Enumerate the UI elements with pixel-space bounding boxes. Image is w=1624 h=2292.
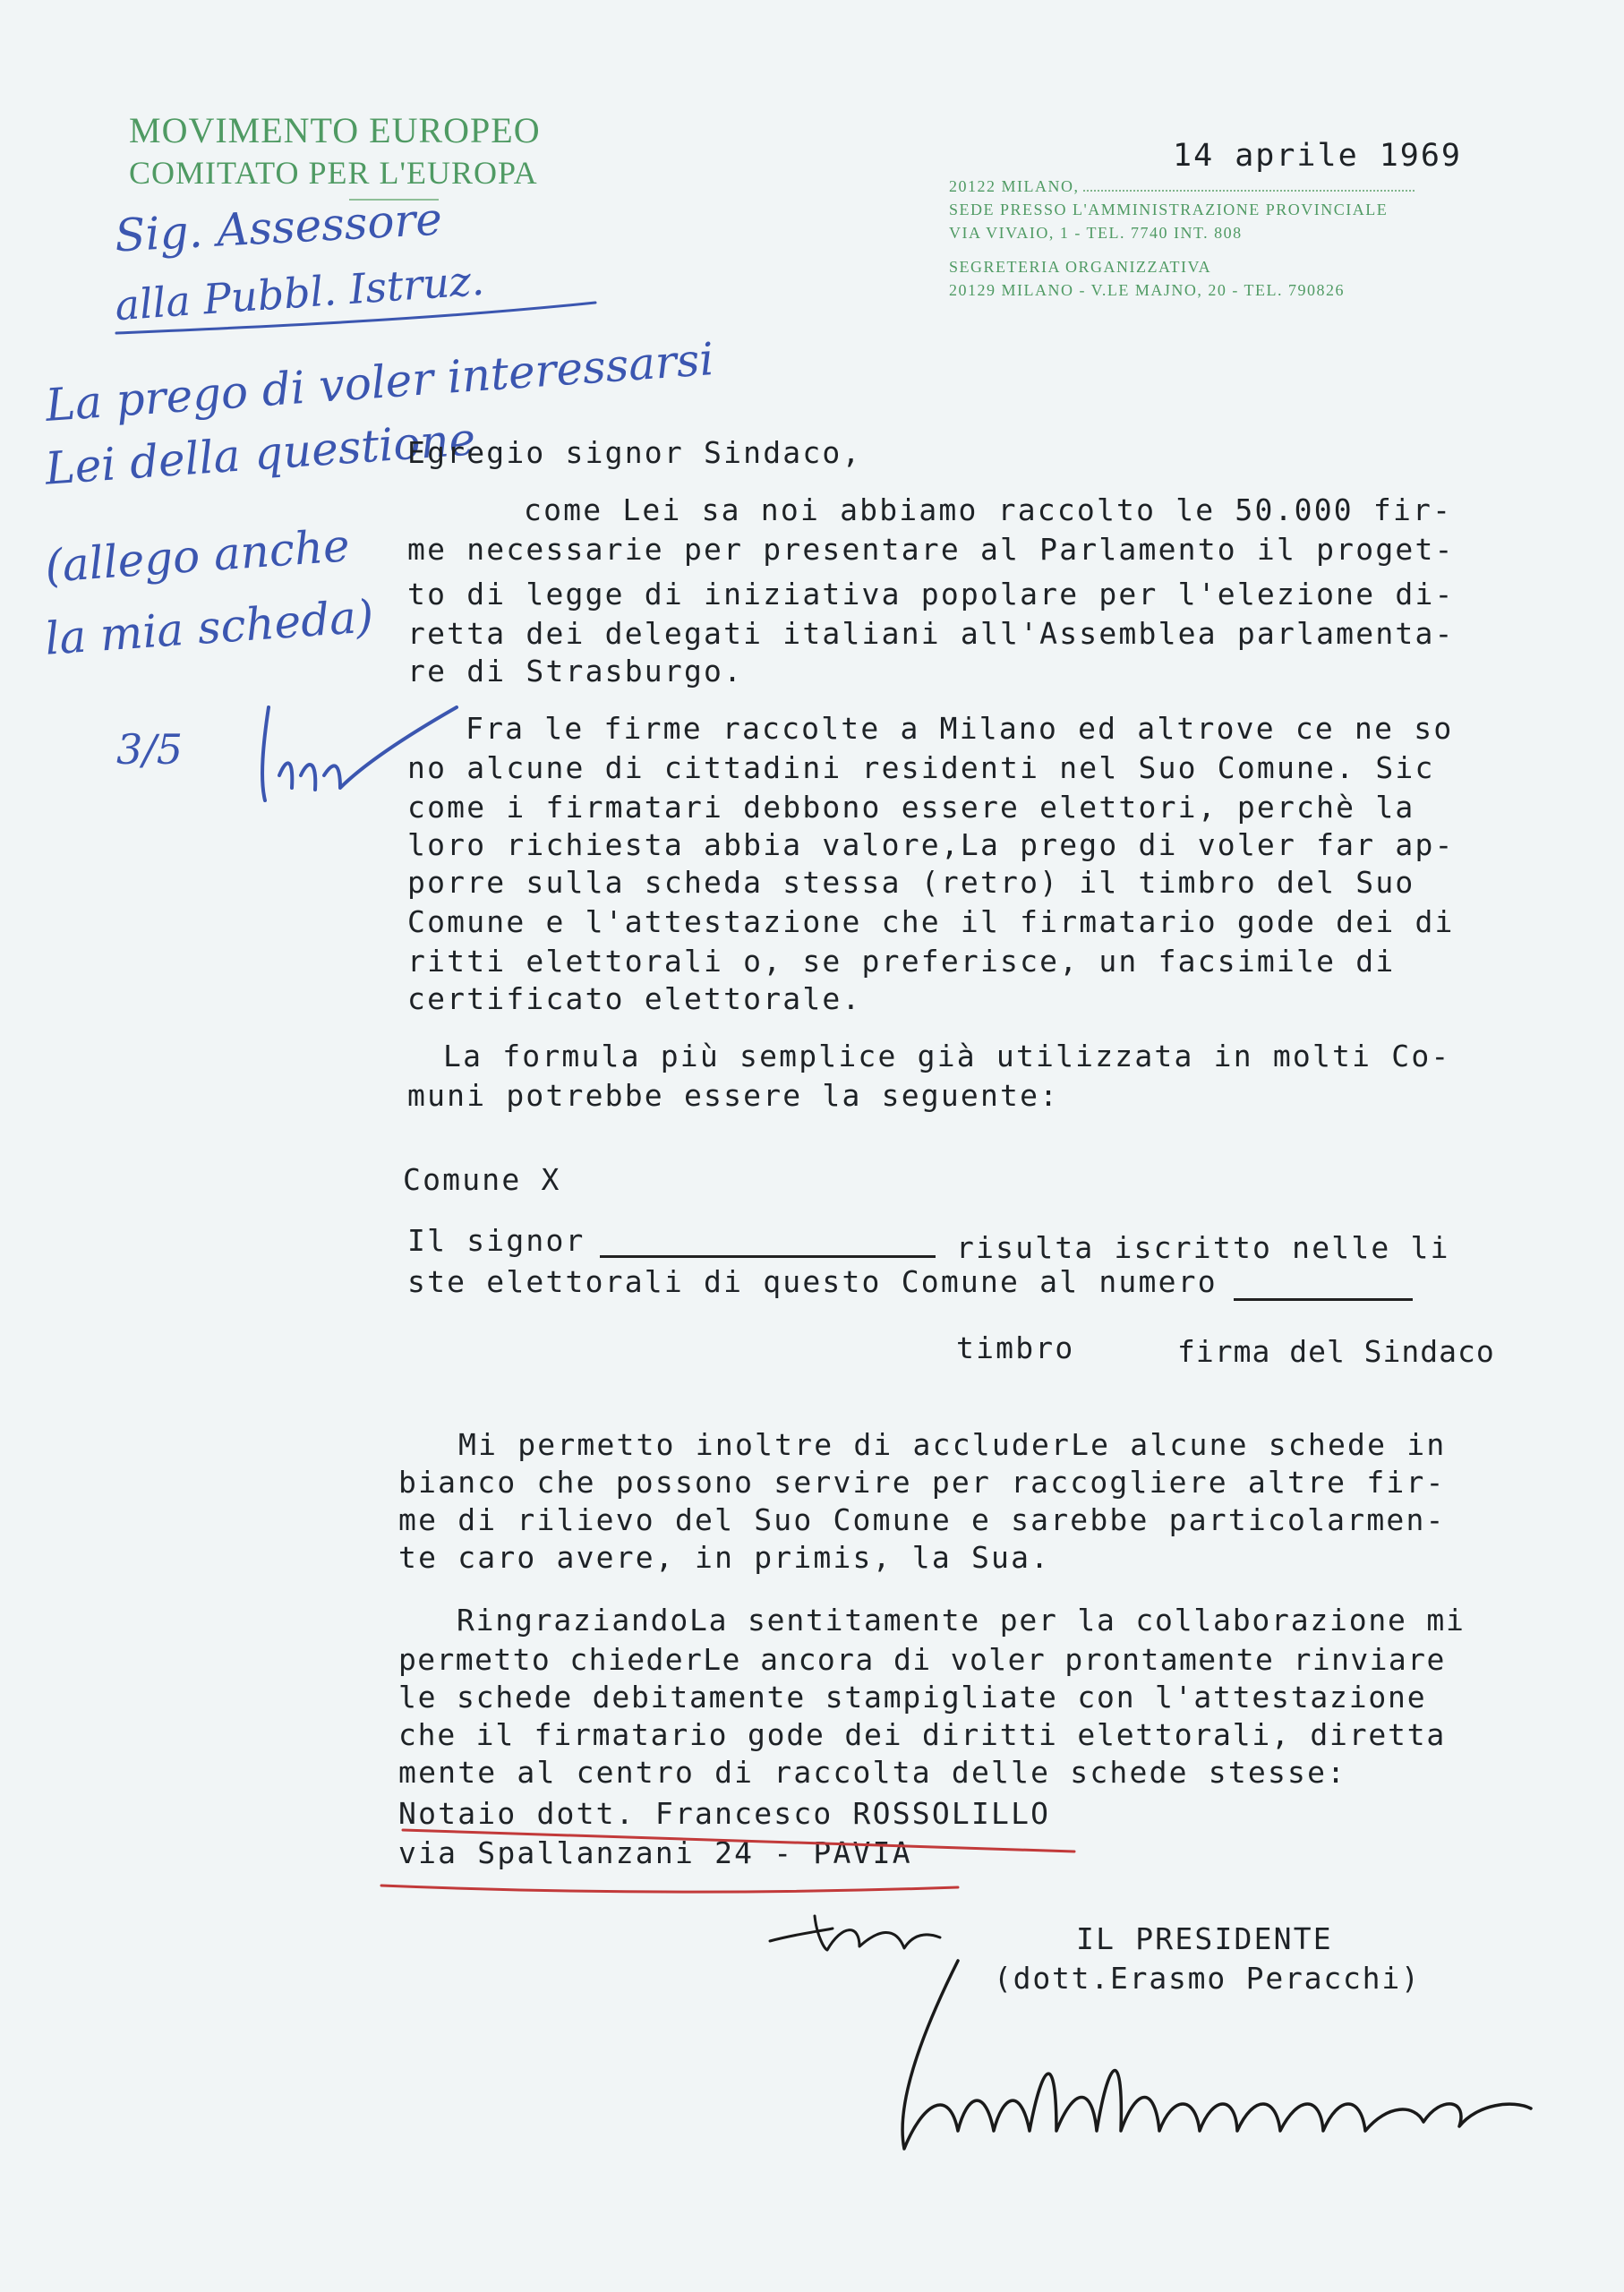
paragraph3-line: La formula più semplice già utilizzata in molti Co- bbox=[443, 1039, 1451, 1073]
paragraph4-line: bianco che possono servire per raccogliere altre fir- bbox=[398, 1465, 1446, 1500]
paragraph2-line: Fra le firme raccolte a Milano ed altrove ce ne so bbox=[466, 711, 1454, 746]
paragraph4-line: me di rilievo del Suo Comune e sarebbe particolarmen- bbox=[398, 1502, 1446, 1537]
paragraph2-line: ritti elettorali o, se preferisce, un facsimile di bbox=[407, 944, 1396, 979]
paragraph2-line: come i firmatari debbono essere elettori, perchè la bbox=[407, 790, 1415, 825]
paragraph3-line: muni potrebbe essere la seguente: bbox=[407, 1078, 1060, 1113]
formula-signature-label: firma del Sindaco bbox=[1177, 1334, 1495, 1369]
addressee-underline bbox=[107, 269, 609, 349]
paragraph1-line: to di legge di iniziativa popolare per l'elezione di- bbox=[407, 577, 1455, 611]
formula-line2: ste elettorali di questo Comune al numero bbox=[407, 1264, 1218, 1299]
paragraph5-line: che il firmatario gode dei diritti elettorali, diretta bbox=[398, 1717, 1447, 1752]
number-blank-line bbox=[1234, 1295, 1413, 1301]
address-street: VIA VIVAIO, 1 - TEL. 7740 INT. 808 bbox=[949, 224, 1243, 242]
paragraph1-line: me necessarie per presentare al Parlamento il proget- bbox=[407, 532, 1455, 567]
handwritten-note-line4: la mia scheda) bbox=[43, 590, 376, 665]
closing-title: IL PRESIDENTE bbox=[1076, 1921, 1333, 1956]
paragraph5-line: RingraziandoLa sentitamente per la collaborazione mi bbox=[457, 1603, 1466, 1638]
handwritten-addressee-line2: alla Pubbl. Istruz. bbox=[113, 255, 486, 330]
paragraph2-line: certificato elettorale. bbox=[407, 981, 862, 1016]
handwritten-addressee-line1: Sig. Assessore bbox=[113, 192, 444, 262]
handwritten-note-line2: Lei della questione bbox=[43, 413, 477, 495]
closing-name: (dott.Erasmo Peracchi) bbox=[994, 1961, 1421, 1996]
address-city: 20122 MILANO, bbox=[949, 177, 1415, 196]
secretariat-title: SEGRETERIA ORGANIZZATIVA bbox=[949, 258, 1212, 276]
name-blank-line bbox=[600, 1252, 936, 1258]
formula-comune: Comune X bbox=[403, 1162, 561, 1197]
formula-line1-right: risulta iscritto nelle li bbox=[956, 1230, 1450, 1265]
notary-name: Notaio dott. Francesco ROSSOLILLO bbox=[398, 1796, 1051, 1831]
formula-line1-left: Il signor bbox=[407, 1223, 585, 1258]
paragraph1-line: come Lei sa noi abbiamo raccolto le 50.000 fir- bbox=[524, 492, 1453, 527]
paragraph2-line: Comune e l'attestazione che il firmatario gode dei di bbox=[407, 904, 1455, 939]
paragraph5-line: permetto chiederLe ancora di voler prontamente rinviare bbox=[398, 1642, 1446, 1677]
red-underlines bbox=[376, 1817, 1092, 1916]
paragraph5-line: le schede debitamente stampigliate con l'attestazione bbox=[398, 1680, 1427, 1715]
secretariat-address: 20129 MILANO - V.LE MAJNO, 20 - TEL. 790826 bbox=[949, 281, 1345, 299]
paragraph1-line: re di Strasburgo. bbox=[407, 654, 744, 688]
notary-address: via Spallanzani 24 - PAVIA bbox=[398, 1835, 912, 1870]
paragraph2-line: no alcune di cittadini residenti nel Suo Comune. Sic bbox=[407, 750, 1435, 785]
formula-stamp-label: timbro bbox=[956, 1330, 1075, 1365]
committee-name: COMITATO PER L'EUROPA bbox=[129, 155, 538, 191]
handwritten-note-line3: (allego anche bbox=[43, 519, 352, 593]
address-seat: SEDE PRESSO L'AMMINISTRAZIONE PROVINCIALE bbox=[949, 201, 1389, 218]
paragraph2-line: porre sulla scheda stessa (retro) il timbro del Suo bbox=[407, 865, 1415, 900]
salutation: Egregio signor Sindaco, bbox=[407, 435, 862, 470]
paragraph4-line: Mi permetto inoltre di accluderLe alcune schede in bbox=[458, 1427, 1447, 1462]
president-signature bbox=[886, 1952, 1603, 2176]
handwritten-date-mark: 3/5 bbox=[116, 725, 184, 774]
paragraph4-line: te caro avere, in primis, la Sua. bbox=[398, 1540, 1051, 1575]
paragraph1-line: retta dei delegati italiani all'Assemblea parlamenta- bbox=[407, 616, 1455, 651]
handwritten-note-line1: La prego di voler interessarsi bbox=[43, 332, 716, 432]
letter-date: 14 aprile 1969 bbox=[1173, 138, 1463, 174]
paragraph2-line: loro richiesta abbia valore,La prego di voler far ap- bbox=[407, 827, 1455, 862]
paragraph5-line: mente al centro di raccolta delle schede stesse: bbox=[398, 1755, 1347, 1790]
organization-name: MOVIMENTO EUROPEO bbox=[129, 110, 541, 150]
